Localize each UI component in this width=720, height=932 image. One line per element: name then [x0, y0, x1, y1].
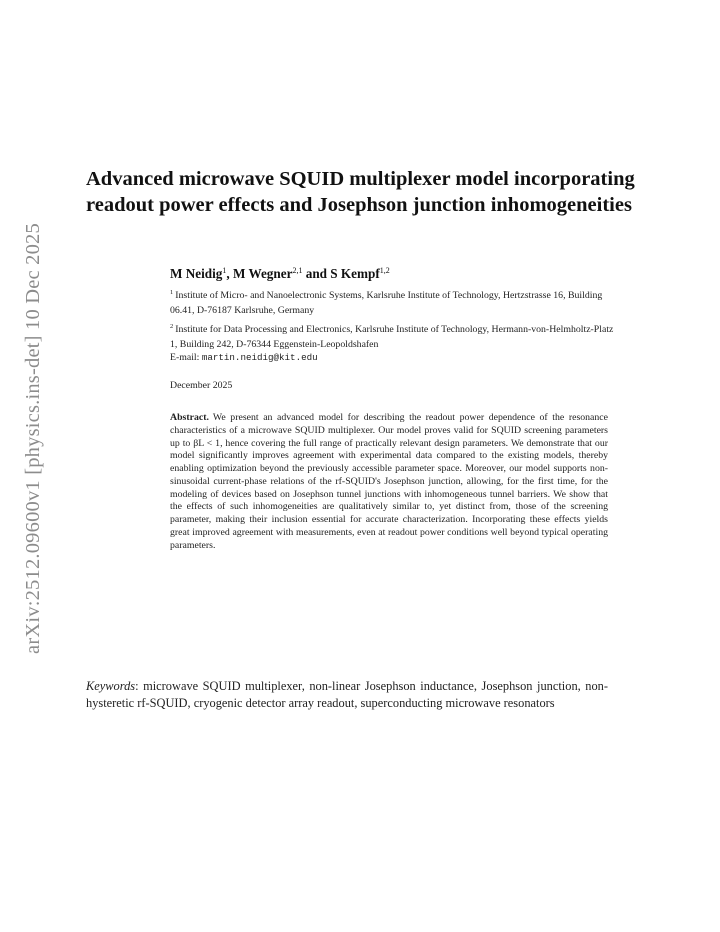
email-label: E-mail: [170, 352, 202, 363]
keywords-label: Keywords [86, 679, 136, 693]
author-affiliation-mark: 1 [222, 266, 227, 275]
contact-email [170, 352, 318, 363]
arxiv-identifier-stamp [18, 214, 48, 662]
affiliation-mark: 1 [170, 289, 174, 296]
abstract-text: We present an advanced model for describing the readout power dependence of the resonance characteristics of a microwave SQUID multiplexer. Our model proves valid for SQUID screening parameters up to βL < 1, hence covering the full range of practically relevant design parameters. We demonstrate that our model significantly improves agreement with experimental data compared to the existing models, thereby enabling optimization beyond the previously accessible parameter space. Moreover, our model supports non-sinusoidal current-phase relations of the rf-SQUID's Josephson junction, allowing, for the first time, for the modeling of devices based on Josephson tunnel junctions with inhomogeneous tunnel barriers. We show that the effects of such inhomogeneities are qualitatively similar to, yet distinct from, those of the screening parameter, making their inclusion essential for accurate characterization. Incorporating these effects yields great improved agreement with measurements, even at readout power conditions well beyond typical operating parameters. [170, 412, 608, 551]
author-name: S Kempf [330, 266, 380, 281]
affiliation-list [170, 285, 620, 353]
author-name: M Wegner [232, 266, 293, 281]
publication-date: December 2025 [170, 380, 233, 391]
author-name: M Neidig [170, 266, 223, 281]
abstract-label: Abstract. [170, 412, 209, 423]
abstract-block [170, 412, 608, 552]
affiliation-item [170, 319, 620, 352]
author-list [170, 263, 620, 282]
arxiv-identifier-text: arXiv:2512.09600v1 [physics.ins-det] 10 Dec 2025 [21, 222, 44, 654]
affiliation-item [170, 285, 620, 318]
affiliation-mark: 2 [170, 323, 174, 330]
email-address[interactable]: martin.neidig@kit.edu [201, 352, 318, 363]
keywords-text: : microwave SQUID multiplexer, non-linear Josephson inductance, Josephson junction, non-hysteretic rf-SQUID, cryogenic detector array readout, superconducting microwave resonators [86, 679, 608, 710]
author-separator: , [226, 266, 233, 281]
keywords-block [86, 678, 608, 712]
author-affiliation-mark: 1,2 [379, 266, 390, 275]
affiliation-text: Institute for Data Processing and Electronics, Karlsruhe Institute of Technology, Hermann-von-Helmholtz-Platz 1, Building 242, D-76344 Eggenstein-Leopoldshafen [170, 324, 614, 350]
author-affiliation-mark: 2,1 [292, 266, 303, 275]
affiliation-text: Institute of Micro- and Nanoelectronic Systems, Karlsruhe Institute of Technology, Hertzstrasse 16, Building 06.41, D-76187 Karlsruhe, Germany [170, 290, 603, 316]
paper-title: Advanced microwave SQUID multiplexer model incorporating readout power effects and Josephson junction inhomogeneities [86, 168, 635, 216]
author-separator: and [302, 266, 331, 281]
